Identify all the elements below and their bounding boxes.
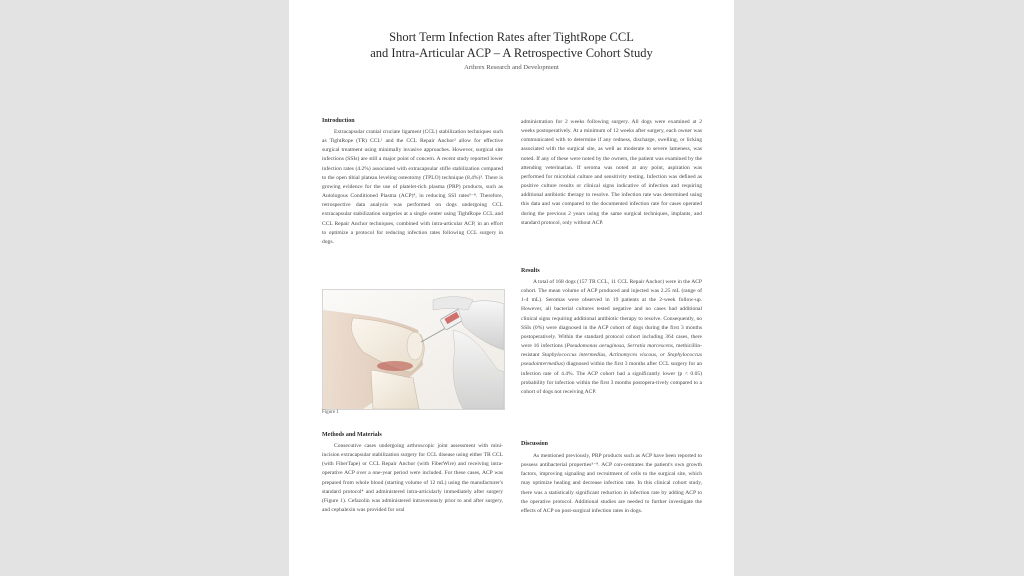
- introduction-paragraph: Extracapsular cranial cruciate ligament (CCL) stabilization techniques such as TightRope (TR) CCL¹ and the CCL Repair Anchor² allow for effective surgical treatment using minimally invasive approaches. However, surgical site infections (SSIs) are still a major point of concern. A recent study reported lower infection rates (4.2%) associated with extracapsular stifle stabilization compared to the open tibial plateau leveling osteotomy (TPLO) technique (8.4%)³. There is growing evidence for the use of platelet-rich plasma (PRP) products, such as Autologous Conditioned Plasma (ACP)⁴, in reducing SSI rates⁵⁻⁸. Therefore, retrospective data analysis was performed on dogs undergoing CCL extracapsular stabilization surgeries at a single center using TightRope CCL and CCL Repair Anchor techniques, combined with intra-articular ACP, in an effort to optimize a protocol for reducing infection rates following CCL surgery in dogs.: [322, 129, 503, 245]
- discussion-paragraph: As mentioned previously, PRP products such as ACP have been reported to possess antibacterial properties⁵⁻⁸. ACP con-centrates the patient's own growth factors, improving signaling and recruitment of cells to the surgical site, which may optimize healing and decrease infection rate. In this clinical cohort study, there was a statistically significant reduction in infection rate by adding ACP to the operative protocol. Additional studies are needed to further investigate the effects of ACP on post-surgical infection rates in dogs.: [521, 453, 702, 514]
- methods-paragraph-2: administration for 2 weeks following surgery. All dogs were examined at 2 weeks postoperatively. At a minimum of 12 weeks after surgery, each owner was communicated with to determine if any redness, discharge, swelling, or licking associated with the surgical site, as well as moderate to severe lameness, was noted. If any of these were noted by the owners, the patient was examined by the attending veterinarian. If seroma was noted at any point, aspiration was performed for microbial culture and sensitivity testing. Infection was defined as positive culture results or clinical signs indicative of infection and requiring additional antibiotic therapy to resolve. The infection rate was determined using this data and was compared to the documented infection rate for cases operated during the previous 2 years using the same surgical techniques, implants, and standard protocol, only without ACP.: [521, 119, 702, 226]
- results-paragraph: [521, 278, 702, 397]
- title-line-1: Short Term Infection Rates after TightRope CCL: [389, 30, 634, 44]
- figure-1-image: [322, 289, 505, 410]
- results-body: [521, 278, 702, 397]
- results-text-b: methicillin-resistant: [521, 343, 702, 359]
- discussion-body: [521, 452, 702, 516]
- introduction-heading: Introduction: [322, 118, 355, 124]
- affiliation: Arthrex Research and Development: [464, 64, 559, 71]
- figure-1-caption: Figure 1: [322, 410, 339, 415]
- results-organisms-2: Staphylococcus intermedius, Actinomyces viscous, or Staphylococcus pseudointermedius: [521, 352, 702, 368]
- results-heading: Results: [521, 268, 540, 274]
- discussion-heading: Discussion: [521, 441, 549, 447]
- paper-page: [289, 0, 734, 576]
- methods-body-left: [322, 442, 503, 515]
- introduction-body: [322, 128, 503, 247]
- methods-paragraph-1: Consecutive cases undergoing arthroscopic joint assessment with mini-incision extracapsular stabilization surgery for CCL disease using either TR CCL (with FiberTape) or CCL Repair Anchor (with FiberWire) and receiving intra-operative ACP over a one-year period were included. For these cases, ACP was prepared from whole blood (starting volume of 12 mL) using the manufacturer's standard protocol⁴ and administered intra-articularly immediately after surgery (Figure 1). Cefazolin was administered intravenously prior to and after surgery, and cephalexin was provided for oral: [322, 443, 503, 514]
- results-organisms-1: Pseudomonas aeruginosa, Serratia marcescens,: [566, 343, 675, 350]
- results-text-c: ) diagnosed within the first 3 months after CCL surgery for an infection rate of 4.4%. The ACP cohort had a significantly lower (p < 0.05) probability for infection within the first 3 months postopera-tively compared to a cohort of dogs not receiving ACP.: [521, 361, 702, 395]
- title-line-2: and Intra-Articular ACP – A Retrospective Cohort Study: [370, 46, 653, 60]
- knee-injection-illustration: [323, 290, 504, 409]
- methods-heading: Methods and Materials: [322, 432, 382, 438]
- results-text-a: A total of 168 dogs (157 TR CCL, 11 CCL Repair Anchor) were in the ACP cohort. The mean volume of ACP produced and injected was 2.25 mL (range of 1-4 mL). Seromas were observed in 19 patients at the 2-week follow-up. However, all bacterial cultures tested negative and no cases had additional clinical signs requiring additional antibiotic therapy to resolve. Consequently, no SSIs (0%) were diagnosed in the ACP cohort of dogs during the first 3 months postoperatively. Within the standard protocol cohort including 364 cases, there were 16 infections (: [521, 279, 702, 350]
- methods-body-right: [521, 118, 702, 228]
